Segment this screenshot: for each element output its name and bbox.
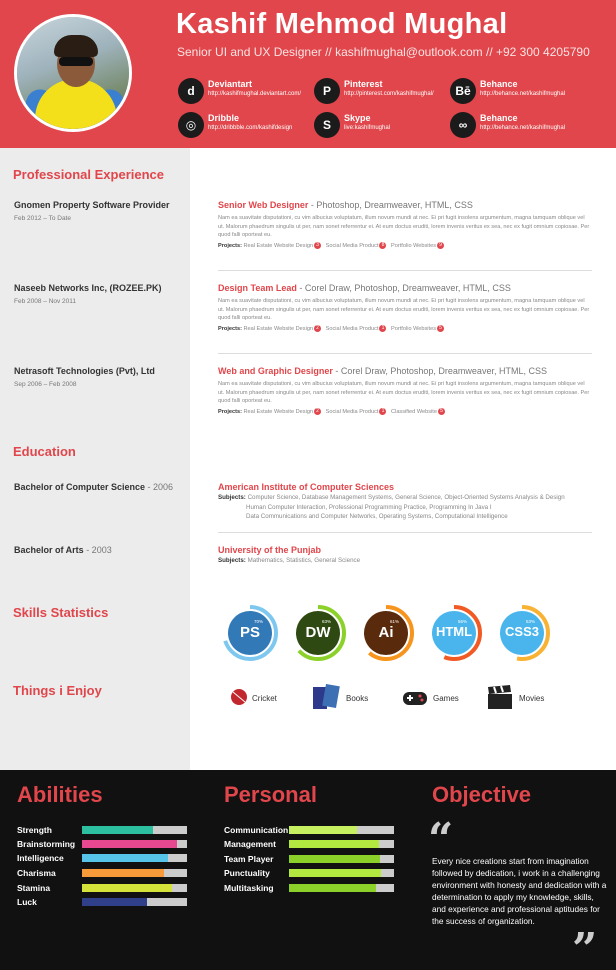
skill-html: HTML 56% <box>426 605 482 661</box>
job-company-1: Gnomen Property Software Provider Feb 2012 – To Date <box>14 200 170 222</box>
ability-intelligence: Intelligence <box>17 853 192 863</box>
degree-1: Bachelor of Computer Science - 2006 <box>14 482 174 492</box>
resume-name: Kashif Mehmod Mughal <box>176 8 508 40</box>
section-title-personal: Personal <box>224 782 317 807</box>
section-title-skills: Skills Statistics <box>13 605 109 620</box>
ability-charisma: Charisma <box>17 868 192 878</box>
ability-stamina: Stamina <box>17 883 192 893</box>
section-title-abilities: Abilities <box>17 782 103 807</box>
deviantart-icon: d <box>178 78 204 104</box>
divider <box>218 532 592 533</box>
personal-punctuality: Punctuality <box>224 868 399 878</box>
dribbble-icon: ◎ <box>178 112 204 138</box>
skype-icon: S <box>314 112 340 138</box>
personal-communication: Communication <box>224 825 399 835</box>
header-banner: Kashif Mehmod Mughal Senior UI and UX Designer // kashifmughal@outlook.com // +92 300 4205790 d Deviantart http://kashifmughal.deviantart.com/ P Pinterest http://pinterest.com/kashifmughal/ Bē Behance http://behance.net/kashifmughal ◎ Dribble http://dribbble.com/kashifdesign S Skype live:kashifmughal ∞ Behance http://behance.net/kashifmughal <box>0 0 616 148</box>
books-icon <box>312 683 342 713</box>
job-projects: Projects: Real Estate Website Design 2 Social Media Product 1 Portfolio Websites 5 <box>218 325 592 332</box>
left-sidebar <box>0 148 190 770</box>
degree-2: Bachelor of Arts - 2003 <box>14 545 112 555</box>
job-detail-2: Design Team Lead - Corel Draw, Photoshop, Dreamweaver, HTML, CSS Nam ea suavitate disputationi, cu vim albucius voluptatum, illum novum mundi at nec. Ei pri fugit insolens argumentum, magna tamquam oblique vel ut. Malorum phaedrum singulis ut per, nam sonet referrentur ei. At eum doctus eruditi, lorem invenis veritus ex sea, nec ex fugit omnium copiosae. Per quod falli oporteat eu. Projects: Real Estate Website Design 2 Social Media Product 1 Portfolio Websites 5 <box>218 283 592 332</box>
pinterest-icon: P <box>314 78 340 104</box>
contact-line: Senior UI and UX Designer // kashifmughal@outlook.com // +92 300 4205790 <box>177 45 590 59</box>
cricket-ball-icon <box>230 683 248 713</box>
divider <box>218 270 592 271</box>
clapperboard-icon <box>486 683 514 713</box>
personal-multitasking: Multitasking <box>224 883 399 893</box>
personal-management: Management <box>224 839 399 849</box>
open-quote-icon: “ <box>428 814 454 865</box>
job-projects: Projects: Real Estate Website Design 2 Social Media Product 1 Classified Website 5 <box>218 408 592 415</box>
job-company-2: Naseeb Networks Inc, (ROZEE.PK) Feb 2008 – Nov 2011 <box>14 283 162 305</box>
section-title-hobbies: Things i Enjoy <box>13 683 102 698</box>
ability-strength: Strength <box>17 825 192 835</box>
section-title-objective: Objective <box>432 782 532 807</box>
skill-ai: Ai 61% <box>358 605 414 661</box>
skill-dw: DW 63% <box>290 605 346 661</box>
ability-luck: Luck <box>17 897 192 907</box>
job-projects: Projects: Real Estate Website Design 3 Social Media Product 8 Portfolio Websites 9 <box>218 242 592 249</box>
behance-icon: Bē <box>450 78 476 104</box>
job-company-3: Netrasoft Technologies (Pvt), Ltd Sep 2006 – Feb 2008 <box>14 366 155 388</box>
gamepad-icon <box>402 683 428 713</box>
divider <box>218 353 592 354</box>
profile-photo <box>14 14 132 132</box>
behance-network-icon: ∞ <box>450 112 476 138</box>
skill-ps: PS 70% <box>222 605 278 661</box>
school-1: American Institute of Computer Sciences Subjects: Computer Science, Database Management Systems, General Science, Object-Oriented Systems Analysis & Design Human Computer Interaction, Professional Programming Practice, Programming In Java I Data Communications and Computer Networks, Operating Systems, Computational Intelligence <box>218 482 565 520</box>
section-title-education: Education <box>13 444 76 459</box>
skill-css3: CSS3 53% <box>494 605 550 661</box>
ability-brainstorming: Brainstorming <box>17 839 192 849</box>
close-quote-icon: ” <box>572 924 598 970</box>
objective-text: Every nice creations start from imagination followed by dedication, i work in a challenging environment with honesty and dedication with a determination to apply my knowledge, skills, and experience and professional aptitudes for the success of organization. <box>432 856 607 926</box>
job-detail-1: Senior Web Designer - Photoshop, Dreamweaver, HTML, CSS Nam ea suavitate disputationi, cu vim albucius voluptatum, illum novum mundi at nec. Ei pri fugit insolens argumentum, magna tamquam oblique vel ut. Malorum phaedrum singulis ut per, nam sonet referrentur ei. At eum doctus eruditi, lorem invenis veritus ex sea, nec ex fugit omnium copiosae. Per quod falli oporteat eu. Projects: Real Estate Website Design 3 Social Media Product 8 Portfolio Websites 9 <box>218 200 592 249</box>
job-detail-3: Web and Graphic Designer - Corel Draw, Photoshop, Dreamweaver, HTML, CSS Nam ea suavitate disputationi, cu vim albucius voluptatum, illum novum mundi at nec. Ei pri fugit insolens argumentum, magna tamquam oblique vel ut. Malorum phaedrum singulis ut per, nam sonet referrentur ei. At eum doctus eruditi, lorem invenis veritus ex sea, nec ex fugit omnium copiosae. Per quod falli oporteat eu. Projects: Real Estate Website Design 2 Social Media Product 1 Classified Website 5 <box>218 366 592 415</box>
school-2: University of the Punjab Subjects: Mathematics, Statistics, General Science <box>218 545 361 564</box>
personal-team-player: Team Player <box>224 854 399 864</box>
section-title-experience: Professional Experience <box>13 167 165 182</box>
